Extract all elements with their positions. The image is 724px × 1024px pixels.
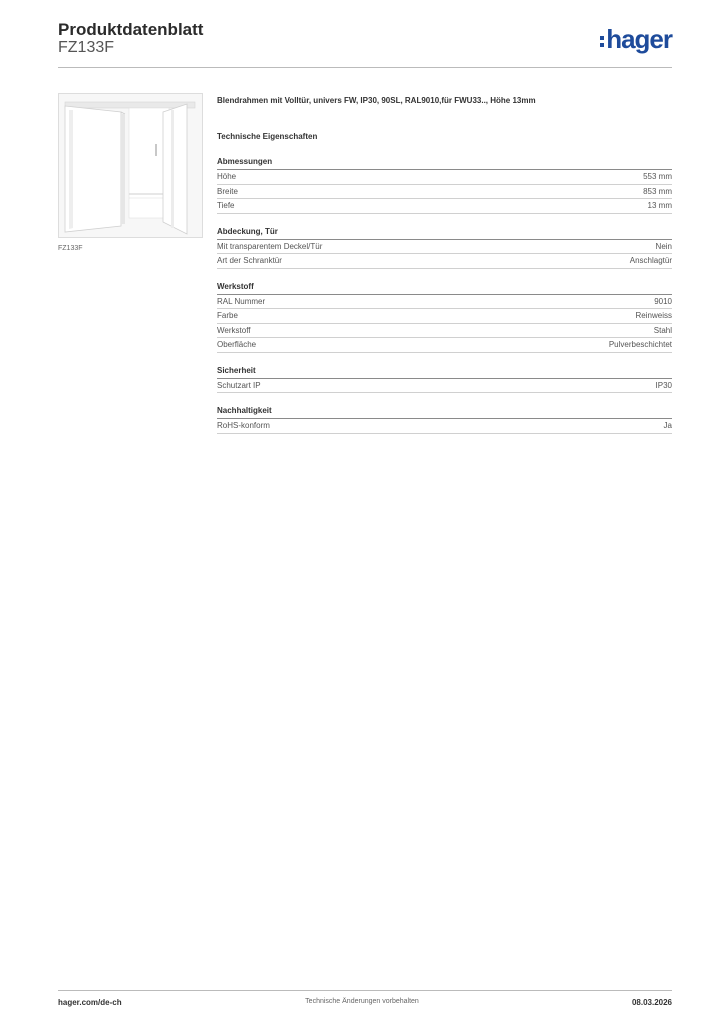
spec-value: 553 mm xyxy=(643,172,672,182)
spec-row xyxy=(217,170,672,185)
spec-label: Schutzart IP xyxy=(217,380,261,390)
section-title: Sicherheit xyxy=(217,366,672,379)
spec-value: Reinweiss xyxy=(635,311,672,321)
section-abdeckung-tuer xyxy=(217,227,672,269)
spec-row xyxy=(217,419,672,434)
spec-value: 9010 xyxy=(654,296,672,306)
spec-value: 13 mm xyxy=(647,201,672,211)
footer-divider xyxy=(58,990,672,991)
spec-row xyxy=(217,338,672,353)
spec-label: Tiefe xyxy=(217,201,235,211)
section-title: Nachhaltigkeit xyxy=(217,406,672,419)
spec-label: Höhe xyxy=(217,172,237,182)
section-nachhaltigkeit xyxy=(217,406,672,434)
spec-value: Pulverbeschichtet xyxy=(608,340,672,350)
section-werkstoff xyxy=(217,282,672,353)
product-code: FZ133F xyxy=(58,39,115,56)
spec-value: IP30 xyxy=(655,380,672,390)
enclosure-door-illustration xyxy=(59,94,202,237)
spec-row xyxy=(217,379,672,394)
image-caption: FZ133F xyxy=(58,245,83,252)
spec-row xyxy=(217,309,672,324)
spec-value: Nein xyxy=(655,241,672,251)
logo-dots-icon xyxy=(600,33,604,50)
spec-label: Oberfläche xyxy=(217,340,257,350)
section-abmessungen xyxy=(217,157,672,214)
technical-properties-heading: Technische Eigenschaften xyxy=(217,132,318,141)
hager-logo xyxy=(600,24,672,55)
spec-label: RAL Nummer xyxy=(217,296,266,306)
spec-row xyxy=(217,199,672,214)
section-title: Abmessungen xyxy=(217,157,672,170)
spec-value: Stahl xyxy=(653,325,672,335)
spec-label: Farbe xyxy=(217,311,238,321)
spec-label: Art der Schranktür xyxy=(217,256,282,266)
product-specs xyxy=(217,96,672,434)
spec-value: Ja xyxy=(663,421,672,431)
page-title: Produktdatenblatt xyxy=(58,20,204,39)
section-title: Abdeckung, Tür xyxy=(217,227,672,240)
footer-website-link[interactable]: hager.com/de-ch xyxy=(58,998,122,1007)
spec-row xyxy=(217,240,672,255)
spec-value: Anschlagtür xyxy=(629,256,672,266)
spec-label: Mit transparentem Deckel/Tür xyxy=(217,241,323,251)
product-description: Blendrahmen mit Volltür, univers FW, IP30, 90SL, RAL9010,für FWU33.., Höhe 13mm xyxy=(217,96,536,105)
spec-row xyxy=(217,295,672,310)
spec-label: RoHS-konform xyxy=(217,421,270,431)
section-sicherheit xyxy=(217,366,672,394)
spec-row xyxy=(217,254,672,269)
footer-notice: Technische Änderungen vorbehalten xyxy=(305,998,419,1005)
spec-value: 853 mm xyxy=(643,186,672,196)
spec-row xyxy=(217,324,672,339)
spec-row xyxy=(217,185,672,200)
spec-label: Breite xyxy=(217,186,238,196)
spec-label: Werkstoff xyxy=(217,325,251,335)
footer-date: 08.03.2026 xyxy=(631,998,672,1007)
header-divider xyxy=(58,67,672,68)
product-image xyxy=(58,93,203,238)
section-title: Werkstoff xyxy=(217,282,672,295)
logo-text: hager xyxy=(606,24,672,54)
